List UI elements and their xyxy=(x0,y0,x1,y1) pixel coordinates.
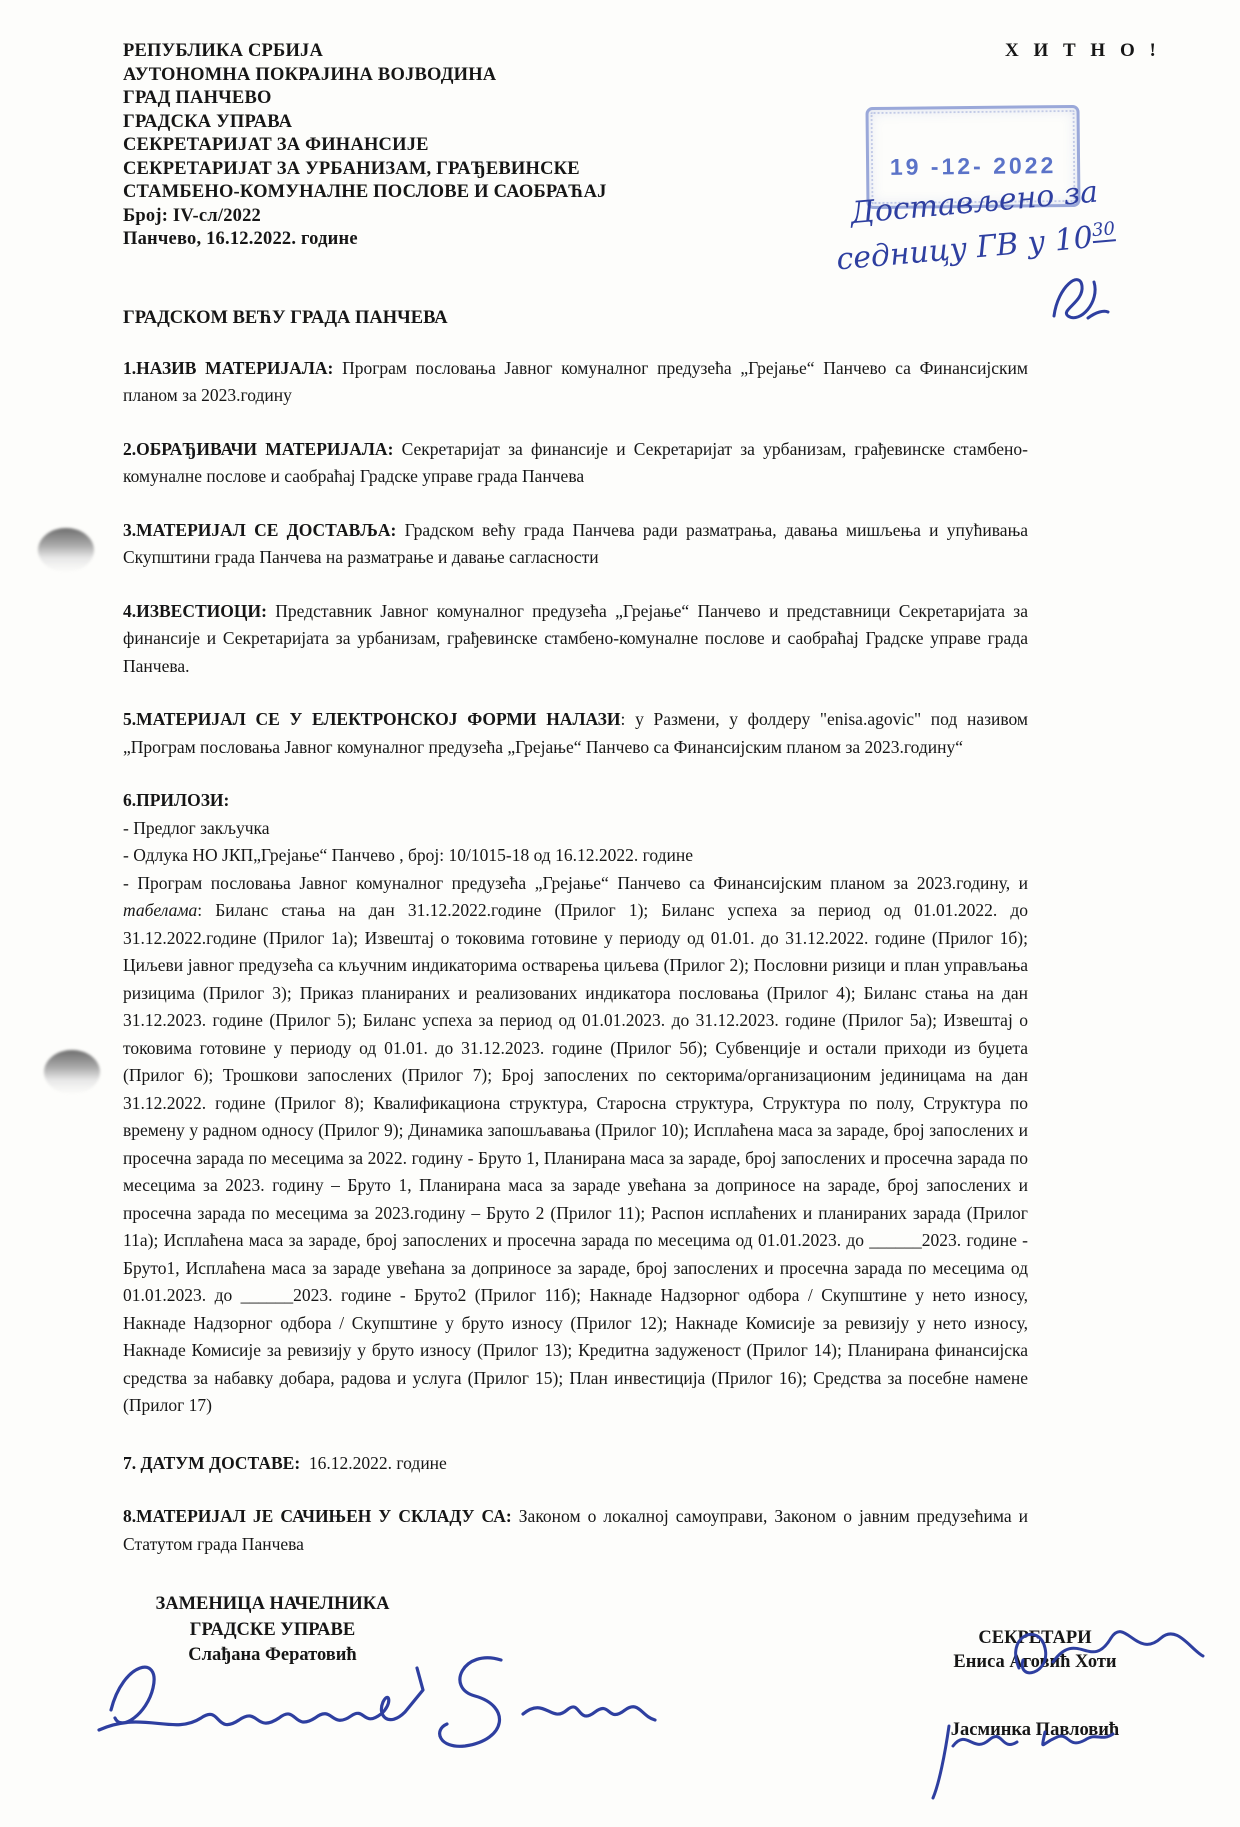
letterhead-line-secretariat-finance: СЕКРЕТАРИЈАТ ЗА ФИНАНСИЈЕ xyxy=(123,135,429,155)
section-2-text: Секретаријат за финансије и Секретаријат за урбанизам, грађевинске стамбено-комуналне послове и саобраћај Градске управе града Панчева xyxy=(123,438,1029,486)
section-7-delivery-date xyxy=(123,1450,1028,1478)
letterhead xyxy=(123,40,1028,252)
section-8-legal-basis xyxy=(123,1503,1028,1558)
stamp-note-superscript: 30 xyxy=(1091,218,1116,242)
signature-area xyxy=(123,1592,1120,1827)
section-2-label: 2.ОБРАЂИВАЧИ МАТЕРИЈАЛА: xyxy=(123,438,394,459)
section-4-text: Представник Јавног комуналног предузећа „Грејање“ Панчево и представници Секретаријата за финансије и Секретаријата за урбанизам, грађевинске стамбено-комуналне послове и саобраћај Градске управе града Панчева. xyxy=(123,600,1028,676)
section-6-heading: 6.ПРИЛОЗИ: xyxy=(123,790,230,810)
section-1-text: Програм пословања Јавног комуналног предузећа „Грејање“ Панчево са Финансијским планом за 2023.годину xyxy=(123,357,1029,405)
letterhead-line-secretariat-urbanism-2: СТАМБЕНО-КОМУНАЛНЕ ПОСЛОВЕ И САОБРАЋАЈ xyxy=(123,182,607,202)
stamp-initials-signature xyxy=(1038,258,1112,330)
section-8-text: Законом о локалној самоуправи, Законом о јавним предузећима и Статутом града Панчева xyxy=(123,1506,1029,1554)
deputy-head-name: Слађана Фератовић xyxy=(188,1645,357,1665)
section-1-material-title xyxy=(123,355,1028,410)
section-5-electronic-form xyxy=(123,706,1028,761)
section-5-label: 5.МАТЕРИЈАЛ СЕ У ЕЛЕКТРОНСКОЈ ФОРМИ НАЛАЗИ xyxy=(123,709,621,729)
section-3-text: Градском већу града Панчева ради разматрања, давања мишљења и упућивања Скупштини града Панчева на разматрање и давање сагласности xyxy=(123,519,1028,567)
letterhead-line-administration: ГРАДСКА УПРАВА xyxy=(123,111,293,132)
attachment-item-2: - Одлука НО ЈКП„Грејање“ Панчево , број: 10/1015-18 од 16.12.2022. године xyxy=(123,845,693,865)
punch-hole-artifact-bottom xyxy=(44,1050,100,1094)
section-1-label: 1.НАЗИВ МАТЕРИЈАЛА: xyxy=(123,357,334,378)
secretary-name-2: Јасминка Павловић xyxy=(950,1720,1120,1740)
letterhead-line-city: ГРАД ПАНЧЕВО xyxy=(123,88,272,108)
secretary-name-1: Ениса Аговић Хоти xyxy=(953,1652,1117,1672)
attachment-para-prefix: - Програм пословања Јавног комуналног предузећа „Грејање“ Панчево са Финансијским планом за 2023.годину, и xyxy=(123,872,1028,893)
letterhead-line-province: АУТОНОМНА ПОКРАЈИНА ВОЈВОДИНА xyxy=(123,64,497,85)
stamp-note-line2-text: седницу ГВ у 10 xyxy=(835,220,1095,278)
section-8-label: 8.МАТЕРИЈАЛ ЈЕ САЧИЊЕН У СКЛАДУ СА: xyxy=(123,1506,512,1526)
section-2-processors xyxy=(123,436,1028,491)
stamp-date: 19 -12- 2022 xyxy=(889,152,1057,180)
punch-hole-artifact-top xyxy=(38,528,94,572)
section-4-label: 4.ИЗВЕСТИОЦИ: xyxy=(123,600,267,621)
secretaries-title: СЕКРЕТАРИ xyxy=(978,1628,1092,1648)
urgent-label: Х И Т Н О ! xyxy=(1005,40,1161,61)
addressee: ГРАДСКОМ ВЕЋУ ГРАДА ПАНЧЕВА xyxy=(123,307,448,328)
attachment-para-rest: : Биланс стања на дан 31.12.2022.године (Прилог 1); Биланс успеха за период од 01.01.2022. до 31.12.2022.године (Прилог 1а); Извештај о токовима готовине у периоду од 01.01. до 31.12.2022. године (Прилог 1б); Циљеви јавног предузећа са кључним индикаторима остварења циљева (Прилог 2); Пословни ризици и план управљања ризицима (Прилог 3); Приказ планираних и реализованих индикатора пословања (Прилог 4); Биланс стања на дан 31.12.2023. године (Прилог 5); Биланс успеха за период од 01.01.2023. до 31.12.2023. године (Прилог 5а); Извештај о токовима готовине у периоду од 01.01. до 31.12.2023. године (Прилог 5б); Субвенције и остали приходи из буџета (Прилог 6); Трошкови запослених (Прилог 7); Број запослених по секторима/организационим јединицама на дан 31.12.2022. године (Прилог 8); Квалификациона структура, Старосна структура, Структура по полу, Структура по времену у радном односу (Прилог 9); Динамика запошљавања (Прилог 10); Исплаћена маса за зараде, број запослених и просечна зарада по месецима за 2022. годину - Бруто 1, Планирана маса за зараде, број запослених и просечна зарада по месецима за 2023. годину – Бруто 1, Планирана маса за зараде увећана за доприносе на зараде, број запослених и просечна зарада по месецима за 2023.годину – Бруто 2 (Прилог 11); Распон исплаћених и планираних зарада (Прилог 11а); Исплаћена маса за зараде, број запослених и просечна зарада по месецима од 01.01.2023. до ______2023. године - Бруто1, Исплаћена маса за зараде увећана за доприносе за зараде, број запослених и просечна зарада по месецима од 01.01.2023. до ______2023. године - Бруто2 (Прилог 11б); Накнаде Надзорног одбора / Скупштине у нето износу, Накнаде Надзорног одбора / Скупштине у бруто износу (Прилог 12); Накнаде Комисије за ревизију у нето износу, Накнаде Комисије за ревизију у бруто износу (Прилог 13); Кредитна задуженост (Прилог 14); Планирана финансијска средства за набавку добара, радова и услуга (Прилог 15); План инвестиција (Прилог 16); Средства за посебне намене (Прилог 17) xyxy=(123,900,1028,1415)
letterhead-line-country: РЕПУБЛИКА СРБИЈА xyxy=(123,41,324,61)
deputy-head-title-line2: ГРАДСКЕ УПРАВЕ xyxy=(189,1619,356,1640)
section-7-text: 16.12.2022. године xyxy=(308,1452,447,1473)
section-5-text: : у Размени, у фолдеру "enisa.agovic" под називом „Програм пословања Јавног комуналног предузећа „Грејање“ Панчево са Финансијским планом за 2023.годину“ xyxy=(123,709,1028,757)
attachment-para-italic: табелама xyxy=(123,900,198,920)
section-3-label: 3.МАТЕРИЈАЛ СЕ ДОСТАВЉА: xyxy=(123,519,397,540)
section-6-attachments xyxy=(123,787,1028,1420)
section-3-delivered-to xyxy=(123,517,1028,572)
place-and-date: Панчево, 16.12.2022. године xyxy=(123,229,358,249)
letterhead-line-secretariat-urbanism: СЕКРЕТАРИЈАТ ЗА УРБАНИЗАМ, ГРАЂЕВИНСКЕ xyxy=(123,158,580,179)
section-4-rapporteurs xyxy=(123,598,1028,681)
attachment-item-3 xyxy=(123,870,1028,1420)
attachment-item-1: - Предлог закључка xyxy=(123,817,270,838)
stamp-note-line1: Достављено за xyxy=(849,174,1100,232)
deputy-head-title-line1: ЗАМЕНИЦА НАЧЕЛНИКА xyxy=(155,1594,390,1614)
document-number: Број: IV-сл/2022 xyxy=(123,205,261,226)
secretary-1-handwritten-signature xyxy=(991,1616,1206,1684)
section-7-label: 7. ДАТУМ ДОСТАВЕ: xyxy=(123,1452,301,1473)
deputy-head-handwritten-signature xyxy=(93,1640,658,1765)
secretary-2-handwritten-signature xyxy=(923,1714,1118,1802)
